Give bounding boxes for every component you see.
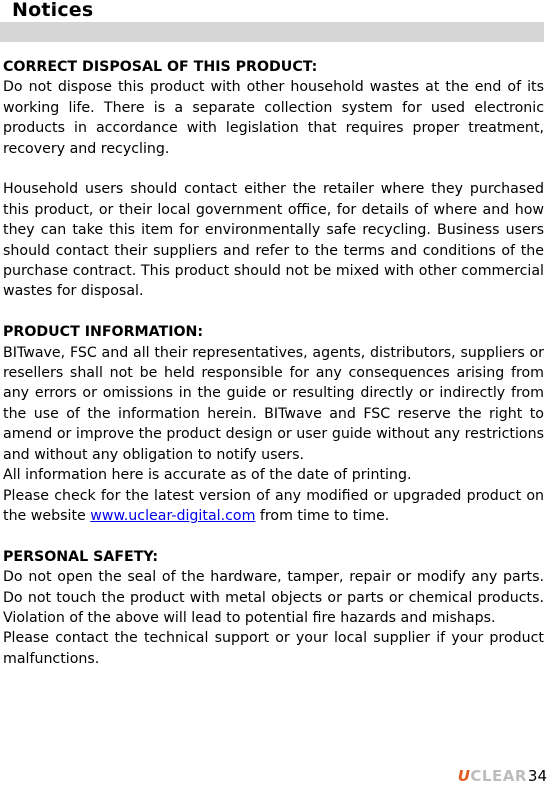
disposal-paragraph-1: Do not dispose this product with other household wastes at the end of its working life. There is a separate collection system for used electronic products in accordance with legislation that requires proper treatment, recovery and recycling. (3, 79, 544, 157)
product-info-paragraph-3 (3, 486, 544, 527)
page-number: 34 (527, 767, 547, 785)
safety-paragraph-2: Please contact the technical support or your local supplier if your product malfunctions. (3, 630, 544, 667)
website-text-before: Please check for the latest version of any modified or upgraded product on the website (3, 487, 544, 524)
brand-logo (458, 767, 527, 785)
disposal-paragraph-2: Household users should contact either the retailer where they purchased this product, or their local government office, for details of where and how they can take this item for environmentally safe recycling. Business users should contact their suppliers and refer to the terms and conditions of the purchase contract. This product should not be mixed with other commercial wastes for disposal. (3, 181, 544, 300)
product-info-paragraph-2: All information here is accurate as of the date of printing. (3, 467, 412, 484)
spacer (3, 526, 544, 546)
safety-heading: PERSONAL SAFETY: (3, 548, 159, 565)
brand-logo-u: U (457, 767, 471, 785)
product-info-heading: PRODUCT INFORMATION: (3, 324, 204, 341)
spacer (3, 159, 544, 179)
product-info-paragraph-1: BITwave, FSC and all their representatives, agents, distributors, suppliers or resellers shall not be held responsible for any consequences arising from any errors or omissions in the guide or resulting directly or indirectly from the use of the information herein. BITwave and FSC reserve the right to amend or improve the product design or user guide without any restrictions and without any obligation to notify users. (3, 344, 544, 463)
disposal-heading: CORRECT DISPOSAL OF THIS PRODUCT: (3, 59, 318, 75)
page-footer (458, 767, 547, 785)
title-bar (0, 22, 544, 42)
website-link[interactable]: www.uclear-digital.com (90, 507, 256, 524)
safety-paragraph-1: Do not open the seal of the hardware, tamper, repair or modify any parts. Do not touch the product with metal objects or parts or chemical products. Violation of the above will lead to potential fire hazards and mishaps. (3, 569, 544, 626)
spacer (3, 302, 544, 322)
notices-content (3, 57, 544, 669)
brand-logo-rest: CLEAR (470, 767, 527, 785)
website-text-after: from time to time. (255, 507, 390, 524)
page-title: Notices (12, 0, 94, 21)
